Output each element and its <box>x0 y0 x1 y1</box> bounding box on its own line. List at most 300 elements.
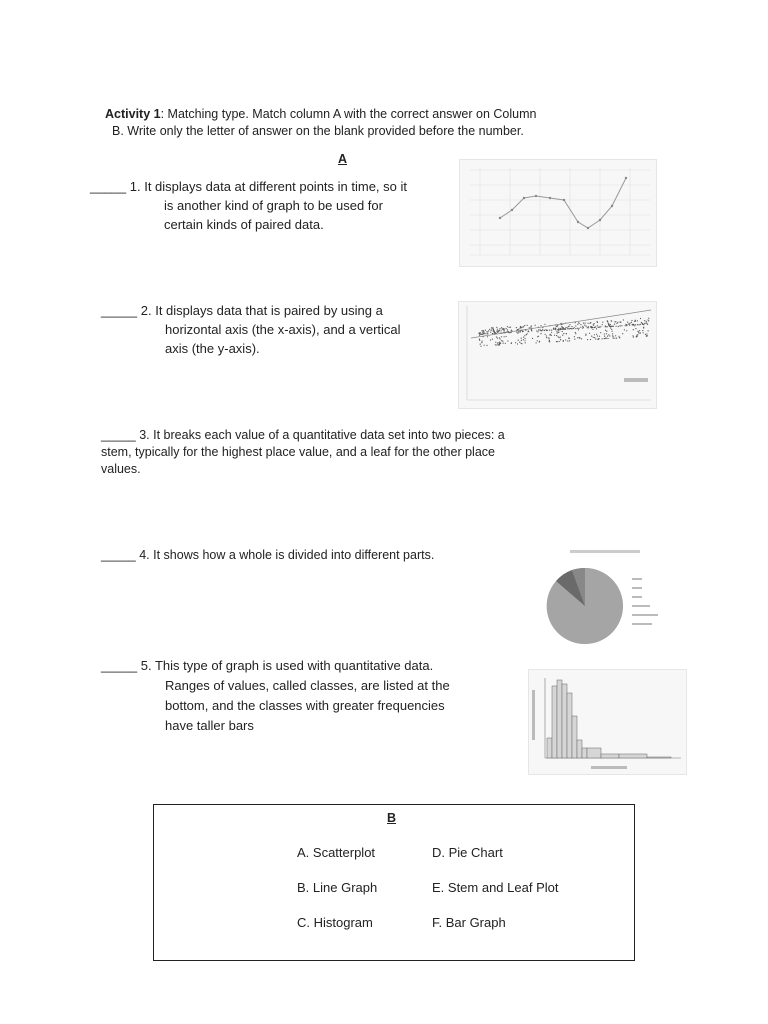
scatter-dot <box>567 328 568 329</box>
scatter-dot <box>517 343 518 344</box>
scatter-dot <box>608 323 609 324</box>
scatter-dot <box>550 334 551 335</box>
scatter-dot <box>635 324 636 325</box>
scatter-dot <box>551 335 552 336</box>
scatter-dot <box>531 325 532 326</box>
scatter-dot <box>485 333 486 334</box>
scatter-dot <box>483 332 484 333</box>
scatter-dot <box>584 325 585 326</box>
scatter-dot <box>611 320 612 321</box>
scatter-dot <box>500 338 501 339</box>
scatter-dot <box>605 330 606 331</box>
scatter-dot <box>643 327 644 328</box>
scatter-dot <box>501 330 502 331</box>
scatter-dot <box>648 318 649 319</box>
scatter-dot <box>491 330 492 331</box>
scatter-dot <box>542 329 543 330</box>
scatter-dot <box>633 337 634 338</box>
scatter-dot <box>538 329 539 330</box>
scatter-dot <box>631 322 632 323</box>
scatter-dot <box>520 331 521 332</box>
scatter-dot <box>579 338 580 339</box>
scatter-dot <box>524 325 525 326</box>
scatter-dot <box>525 342 526 343</box>
scatter-dot <box>563 333 564 334</box>
pie-chart-title <box>570 550 640 553</box>
scatter-dot <box>595 338 596 339</box>
scatter-dot <box>518 328 519 329</box>
scatter-dot <box>490 339 491 340</box>
scatter-dot <box>616 326 617 327</box>
scatter-dot <box>518 340 519 341</box>
line-graph-image <box>459 159 657 267</box>
scatter-dot <box>619 337 620 338</box>
scatter-dot <box>638 331 639 332</box>
histogram-bar <box>582 748 587 758</box>
scatter-dot <box>624 329 625 330</box>
scatter-dot <box>499 330 500 331</box>
scatter-dot <box>551 332 552 333</box>
scatter-dot <box>498 331 499 332</box>
scatter-dot <box>560 339 561 340</box>
scatter-dot <box>595 326 596 327</box>
scatter-dot <box>611 329 612 330</box>
column-b-header: B <box>387 811 397 825</box>
scatter-dot <box>607 326 608 327</box>
pie-chart-image <box>540 548 670 648</box>
scatter-dot <box>594 334 595 335</box>
scatter-dot <box>578 329 579 330</box>
scatter-dot <box>560 337 561 338</box>
column-b-box <box>153 804 635 961</box>
scatter-dot <box>604 338 605 339</box>
scatter-dot <box>643 324 644 325</box>
scatter-dot <box>589 333 590 334</box>
scatter-dot <box>546 330 547 331</box>
scatter-dot <box>546 335 547 336</box>
scatter-dot <box>499 342 500 343</box>
scatter-dot <box>497 329 498 330</box>
scatter-dot <box>597 321 598 322</box>
scatter-dot <box>648 330 649 331</box>
scatter-dot <box>556 335 557 336</box>
option-b: B. Line Graph <box>297 880 378 895</box>
scatter-dot <box>585 335 586 336</box>
scatter-dot <box>612 331 613 332</box>
histogram-bar <box>577 740 582 758</box>
scatter-dot <box>594 337 595 338</box>
activity-title: Activity 1 <box>105 107 161 121</box>
scatter-dot <box>593 337 594 338</box>
scatter-dot <box>497 342 498 343</box>
scatter-dot <box>546 337 547 338</box>
scatter-dot <box>553 329 554 330</box>
scatter-dot <box>646 336 647 337</box>
scatter-dot <box>556 326 557 327</box>
scatter-dot <box>561 328 562 329</box>
scatter-dot <box>480 346 481 347</box>
scatter-dot <box>607 336 608 337</box>
scatter-dot <box>521 343 522 344</box>
scatter-dot <box>482 333 483 334</box>
scatter-dot <box>496 336 497 337</box>
scatter-dot <box>557 336 558 337</box>
scatter-dot <box>537 331 538 332</box>
scatter-dot <box>594 327 595 328</box>
scatter-dot <box>580 327 581 328</box>
option-a: A. Scatterplot <box>297 845 376 860</box>
scatter-dot <box>612 326 613 327</box>
scatter-dot <box>597 335 598 336</box>
line-graph-points <box>499 177 627 229</box>
scatter-dot <box>479 340 480 341</box>
scatter-dot <box>625 325 626 326</box>
scatter-dot <box>494 333 495 334</box>
scatter-dot <box>600 332 601 333</box>
instruction-line-1: Activity 1: Matching type. Match column A with the correct answer on Column <box>105 107 537 121</box>
scatter-dot <box>536 342 537 343</box>
scatter-dot <box>528 331 529 332</box>
scatter-dot <box>581 338 582 339</box>
scatter-dot <box>549 341 550 342</box>
scatter-dot <box>505 343 506 344</box>
scatter-dot <box>507 340 508 341</box>
scatter-dot <box>634 321 635 322</box>
scatter-dot <box>507 329 508 330</box>
scatter-dot <box>507 326 508 327</box>
scatter-dot <box>642 330 643 331</box>
histogram-bar <box>557 680 562 758</box>
scatter-dot <box>565 329 566 330</box>
scatter-dot <box>626 330 627 331</box>
scatter-dot <box>482 341 483 342</box>
scatter-dot <box>616 323 617 324</box>
scatter-dot <box>556 341 557 342</box>
scatter-dot <box>480 333 481 334</box>
histogram-bar <box>647 757 671 758</box>
scatter-dot <box>615 321 616 322</box>
scatter-dot <box>621 325 622 326</box>
scatter-dot <box>538 336 539 337</box>
scatter-dot <box>565 327 566 328</box>
scatter-dot <box>642 323 643 324</box>
scatter-dot <box>578 322 579 323</box>
scatter-dot <box>540 330 541 331</box>
scatter-dot <box>540 333 541 334</box>
scatter-dot <box>612 335 613 336</box>
scatter-dot <box>517 333 518 334</box>
scatter-dot <box>520 327 521 328</box>
column-a-header: A <box>338 152 348 166</box>
scatter-dot <box>577 337 578 338</box>
scatter-dot <box>557 333 558 334</box>
scatter-dot <box>544 330 545 331</box>
scatter-dot <box>480 344 481 345</box>
scatter-dot <box>506 328 507 329</box>
scatter-dot <box>614 338 615 339</box>
histogram-bar <box>567 693 572 758</box>
scatter-dot <box>607 321 608 322</box>
scatter-dot <box>614 324 615 325</box>
scatter-dot <box>610 327 611 328</box>
scatter-dot <box>521 340 522 341</box>
scatter-dot <box>491 328 492 329</box>
scatter-dot <box>499 328 500 329</box>
scatter-dot <box>549 338 550 339</box>
scatter-dot <box>556 331 557 332</box>
scatter-dot <box>587 327 588 328</box>
scatter-dot <box>558 329 559 330</box>
scatter-dot <box>539 341 540 342</box>
scatter-dot <box>610 326 611 327</box>
scatter-dot <box>531 330 532 331</box>
scatter-dot <box>530 326 531 327</box>
scatter-dot <box>495 342 496 343</box>
scatter-dot <box>504 330 505 331</box>
scatter-dot <box>518 331 519 332</box>
scatter-dot <box>529 327 530 328</box>
scatter-dot <box>646 333 647 334</box>
scatter-dot <box>540 325 541 326</box>
histogram-bar <box>552 686 557 758</box>
scatter-dot <box>558 328 559 329</box>
scatter-dot <box>559 341 560 342</box>
histogram-image <box>528 669 687 775</box>
scatter-dot <box>588 326 589 327</box>
scatter-dot <box>606 338 607 339</box>
scatter-dot <box>637 320 638 321</box>
scatter-dot <box>516 327 517 328</box>
scatter-dot <box>582 328 583 329</box>
scatter-dot <box>626 324 627 325</box>
scatter-dot <box>549 330 550 331</box>
histogram-bar <box>562 684 567 758</box>
scatter-dot <box>507 331 508 332</box>
scatter-dot <box>486 331 487 332</box>
scatter-dot <box>499 344 500 345</box>
scatter-dot <box>574 336 575 337</box>
scatter-dot <box>510 327 511 328</box>
scatter-dot <box>551 330 552 331</box>
scatter-dot <box>646 321 647 322</box>
scatter-dot <box>565 339 566 340</box>
scatter-dot <box>635 328 636 329</box>
scatter-dot <box>606 331 607 332</box>
scatter-dot <box>517 329 518 330</box>
scatter-dot <box>570 328 571 329</box>
scatter-dot <box>619 325 620 326</box>
scatter-dot <box>523 326 524 327</box>
scatter-dot <box>511 342 512 343</box>
scatter-dot <box>521 338 522 339</box>
scatter-dot <box>485 330 486 331</box>
scatter-dot <box>566 333 567 334</box>
scatter-dot <box>496 327 497 328</box>
scatter-dot <box>503 343 504 344</box>
scatter-dot <box>540 329 541 330</box>
scatter-dot <box>527 325 528 326</box>
scatter-dot <box>633 329 634 330</box>
option-c: C. Histogram <box>297 915 373 930</box>
scatter-dot <box>575 332 576 333</box>
scatter-dot <box>593 325 594 326</box>
scatter-dot <box>585 334 586 335</box>
histogram-bar <box>601 754 619 758</box>
scatter-dot <box>549 340 550 341</box>
line-graph-series <box>500 178 626 228</box>
scatter-dot <box>479 335 480 336</box>
scatter-dot <box>562 329 563 330</box>
scatter-dot <box>575 333 576 334</box>
scatter-dot <box>602 338 603 339</box>
scatter-dot <box>590 339 591 340</box>
scatter-dot <box>522 326 523 327</box>
scatter-dot <box>639 330 640 331</box>
scatter-dot <box>495 344 496 345</box>
scatter-dot <box>504 336 505 337</box>
scatter-dot <box>648 320 649 321</box>
scatter-dot <box>482 332 483 333</box>
histogram-bar <box>547 738 552 758</box>
scatter-dot <box>497 338 498 339</box>
scatter-dot <box>524 340 525 341</box>
scatter-dot <box>525 338 526 339</box>
scatter-dot <box>494 331 495 332</box>
option-d: D. Pie Chart <box>432 845 503 860</box>
scatter-dot <box>609 326 610 327</box>
scatter-dot <box>487 331 488 332</box>
scatter-dot <box>502 328 503 329</box>
scatter-dot <box>568 326 569 327</box>
scatter-dot <box>497 343 498 344</box>
scatter-dot <box>523 339 524 340</box>
scatter-dot <box>616 338 617 339</box>
scatter-dot <box>618 326 619 327</box>
scatter-dot <box>501 327 502 328</box>
scatter-dot <box>537 340 538 341</box>
scatter-dot <box>645 323 646 324</box>
pie-chart-legend <box>632 578 658 625</box>
scatterplot-image <box>458 301 657 409</box>
scatter-dot <box>610 324 611 325</box>
scatter-dot <box>608 334 609 335</box>
scatter-dot <box>644 323 645 324</box>
scatter-dot <box>555 329 556 330</box>
scatter-dot <box>583 323 584 324</box>
histogram-bar <box>587 748 601 758</box>
instruction-line-2: B. Write only the letter of answer on the blank provided before the number. <box>112 124 524 138</box>
scatter-dot <box>562 331 563 332</box>
scatter-dot <box>594 323 595 324</box>
scatter-dot <box>557 329 558 330</box>
scatter-dot <box>496 344 497 345</box>
scatter-dot <box>592 329 593 330</box>
scatter-dot <box>591 336 592 337</box>
scatter-dot <box>545 334 546 335</box>
scatter-dot <box>575 325 576 326</box>
scatter-dot <box>641 322 642 323</box>
scatter-dot <box>617 322 618 323</box>
scatter-dot <box>599 336 600 337</box>
scatter-dot <box>629 325 630 326</box>
scatter-dot <box>574 339 575 340</box>
scatter-dot <box>484 345 485 346</box>
option-e: E. Stem and Leaf Plot <box>432 880 559 895</box>
scatter-dot <box>491 327 492 328</box>
scatter-dot <box>490 332 491 333</box>
scatter-dot <box>555 328 556 329</box>
scatter-dot <box>589 323 590 324</box>
scatter-dot <box>568 338 569 339</box>
scatter-dot <box>483 330 484 331</box>
scatter-dot <box>574 327 575 328</box>
scatter-dot <box>487 333 488 334</box>
scatter-dot <box>582 326 583 327</box>
scatter-dot <box>633 325 634 326</box>
scatter-dot <box>588 323 589 324</box>
scatter-dot <box>577 328 578 329</box>
scatter-dot <box>596 334 597 335</box>
scatter-dot <box>479 332 480 333</box>
scatter-dot <box>558 332 559 333</box>
scatter-dot <box>487 336 488 337</box>
scatter-dot <box>578 328 579 329</box>
scatter-dot <box>493 328 494 329</box>
scatter-dot <box>563 327 564 328</box>
scatter-dot <box>604 333 605 334</box>
scatter-dot <box>613 338 614 339</box>
scatter-dot <box>524 335 525 336</box>
scatter-dot <box>499 337 500 338</box>
histogram-bar <box>572 716 577 758</box>
scatter-dot <box>598 338 599 339</box>
scatter-dot <box>527 333 528 334</box>
histogram-x-label <box>591 766 627 769</box>
scatter-dot <box>620 322 621 323</box>
option-f: F. Bar Graph <box>432 915 506 930</box>
scatter-dot <box>519 342 520 343</box>
scatter-dot <box>486 345 487 346</box>
scatter-dot <box>606 333 607 334</box>
scatter-dot <box>544 324 545 325</box>
scatter-dot <box>492 333 493 334</box>
scatter-dot <box>492 339 493 340</box>
scatter-dot <box>600 326 601 327</box>
scatter-dot <box>541 330 542 331</box>
scatter-dot <box>504 329 505 330</box>
scatter-dot <box>627 322 628 323</box>
scatter-dot <box>643 332 644 333</box>
scatter-dot <box>509 327 510 328</box>
scatter-dot <box>571 326 572 327</box>
scatter-dot <box>499 343 500 344</box>
scatter-dot <box>596 328 597 329</box>
scatter-dot <box>536 330 537 331</box>
scatter-dot <box>623 319 624 320</box>
scatter-dot <box>628 323 629 324</box>
scatter-dot <box>637 324 638 325</box>
scatter-dot <box>644 320 645 321</box>
scatter-dot <box>482 330 483 331</box>
scatter-dot <box>523 331 524 332</box>
scatter-dot <box>632 335 633 336</box>
scatter-dot <box>599 326 600 327</box>
scatter-dot <box>597 325 598 326</box>
scatter-dot <box>592 327 593 328</box>
scatter-dot <box>554 335 555 336</box>
scatter-dot <box>587 339 588 340</box>
scatter-dot <box>563 329 564 330</box>
